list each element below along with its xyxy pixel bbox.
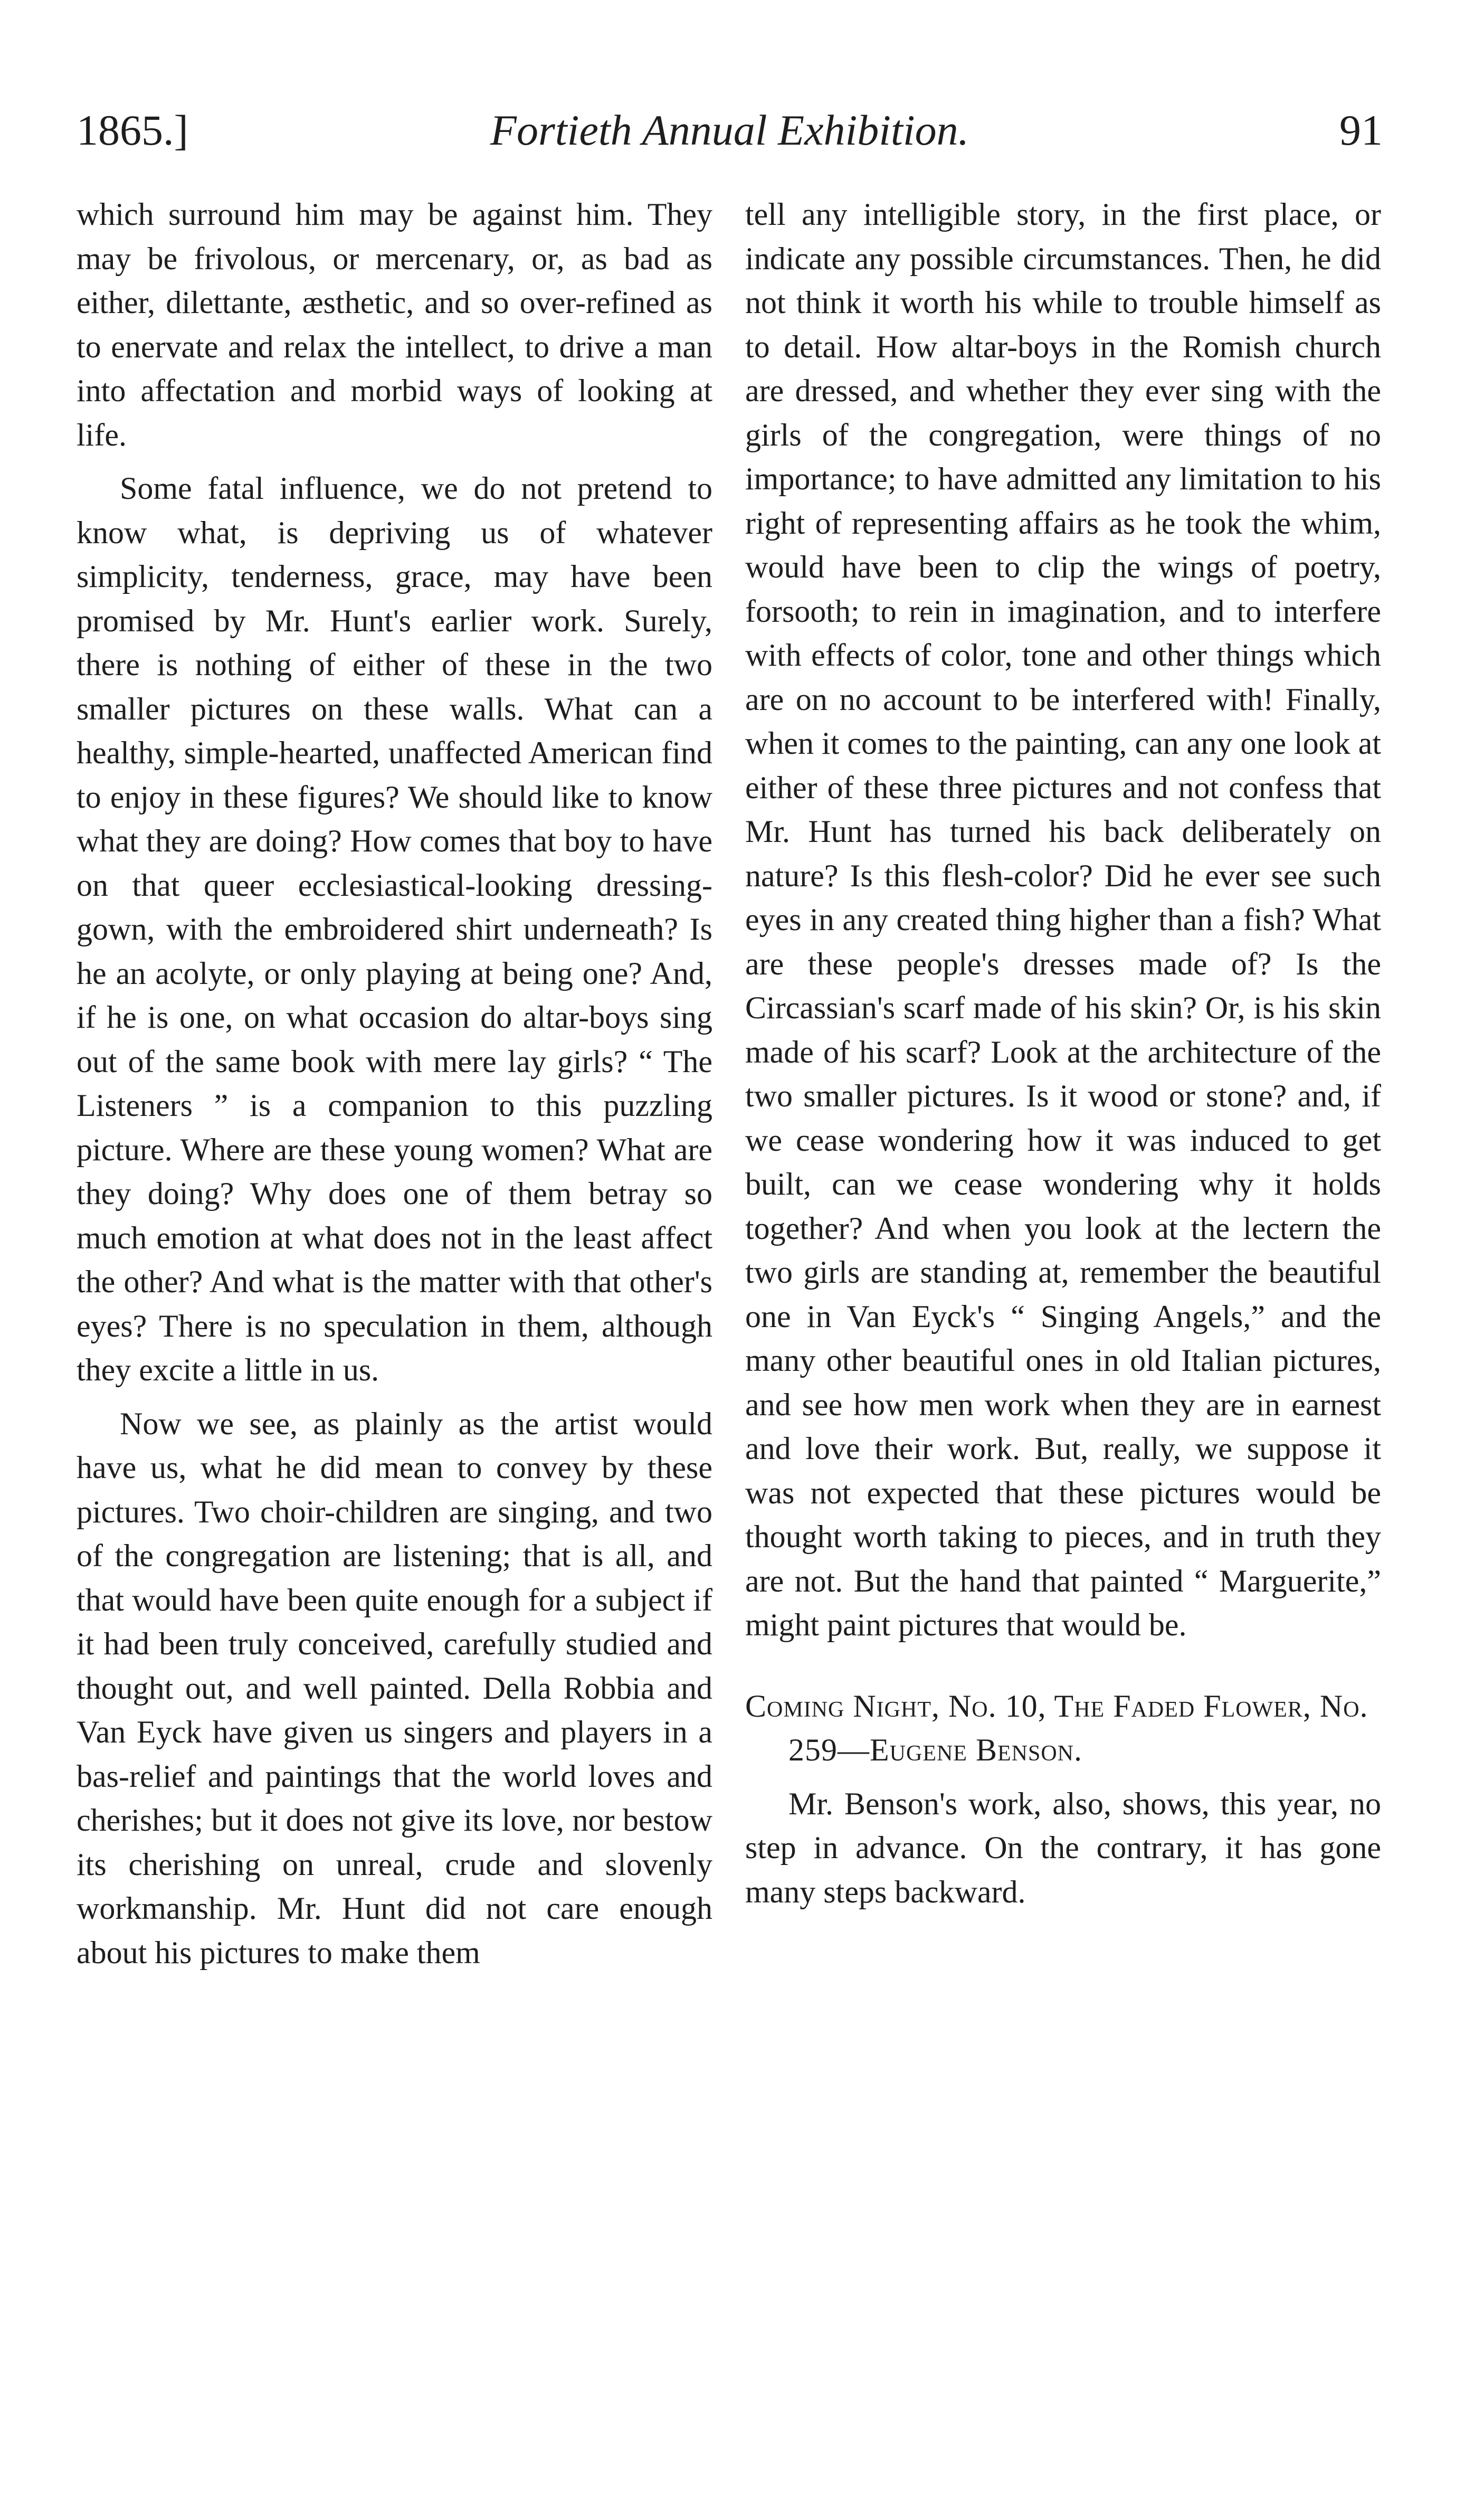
page-number: 91 [1339, 106, 1383, 154]
right-column [745, 193, 1381, 1914]
paragraph: Some fatal influence, we do not pretend to know what, is depriving us of whatever simplicity, tenderness, grace, may have been promised by Mr. Hunt's earlier work. Surely, there is nothing of either of these in the two smaller pictures on these walls. What can a healthy, simple-hearted, unaffected American find to enjoy in these figures? We should like to know what they are doing? How comes that boy to have on that queer ecclesiastical-looking dressing-gown, with the embroidered shirt underneath? Is he an acolyte, or only playing at being one? And, if he is one, on what occasion do altar-boys sing out of the same book with mere lay girls? “ The Listeners ” is a companion to this puzzling picture. Where are these young women? What are they doing? Why does one of them betray so much emotion at what does not in the least affect the other? And what is the matter with that other's eyes? There is no speculation in them, although they excite a little in us. [77, 471, 712, 1387]
entry-heading: Coming Night, No. 10, The Faded Flower, No. 259—Eugene Benson. [745, 1688, 1368, 1767]
paragraph: Now we see, as plainly as the artist would have us, what he did mean to convey by these pictures. Two choir-children are singing, and two of the congregation are listening; that is all, and that would have been quite enough for a subject if it had been truly conceived, carefully studied and thought out, and well painted. Della Robbia and Van Eyck have given us singers and players in a bas-relief and paintings that the world loves and cherishes; but it does not give its love, nor bestow its cherishing on unreal, crude and slovenly workmanship. Mr. Hunt did not care enough about his pictures to make them [77, 1406, 712, 1970]
left-column [77, 193, 712, 1975]
header-title: Fortieth Annual Exhibition. [490, 106, 969, 154]
header-year: 1865.] [77, 106, 188, 154]
paragraph: Mr. Benson's work, also, shows, this year, no step in advance. On the contrary, it has gone many steps backward. [745, 1786, 1381, 1909]
paragraph: which surround him may be against him. They may be frivolous, or mercenary, or, as bad as either, dilettante, æsthetic, and so over-refined as to enervate and relax the intellect, to drive a man into affectation and morbid ways of looking at life. [77, 197, 712, 452]
running-header [77, 106, 1383, 164]
paragraph: tell any intelligible story, in the first place, or indicate any possible circumstances. Then, he did not think it worth his while to trouble himself as to detail. How altar-boys in the Romish church are dressed, and whether they ever sing with the girls of the congregation, were things of no importance; to have admitted any limitation to his right of representing affairs as he took the whim, would have been to clip the wings of poetry, forsooth; to rein in imagination, and to interfere with effects of color, tone and other things which are on no account to be interfered with! Finally, when it comes to the painting, can any one look at either of these three pictures and not confess that Mr. Hunt has turned his back deliberately on nature? Is this flesh-color? Did he ever see such eyes in any created thing higher than a fish? What are these people's dresses made of? Is the Circassian's scarf made of his skin? Or, is his skin made of his scarf? Look at the architecture of the two smaller pictures. Is it wood or stone? and, if we cease wondering how it was induced to get built, can we cease wondering why it holds together? And when you look at the lectern the two girls are standing at, remember the beautiful one in Van Eyck's “ Singing Angels,” and the many other beautiful ones in old Italian pictures, and see how men work when they are in earnest and love their work. But, really, we suppose it was not expected that these pictures would be thought worth taking to pieces, and in truth they are not. But the hand that painted “ Marguerite,” might paint pictures that would be. [745, 197, 1381, 1642]
